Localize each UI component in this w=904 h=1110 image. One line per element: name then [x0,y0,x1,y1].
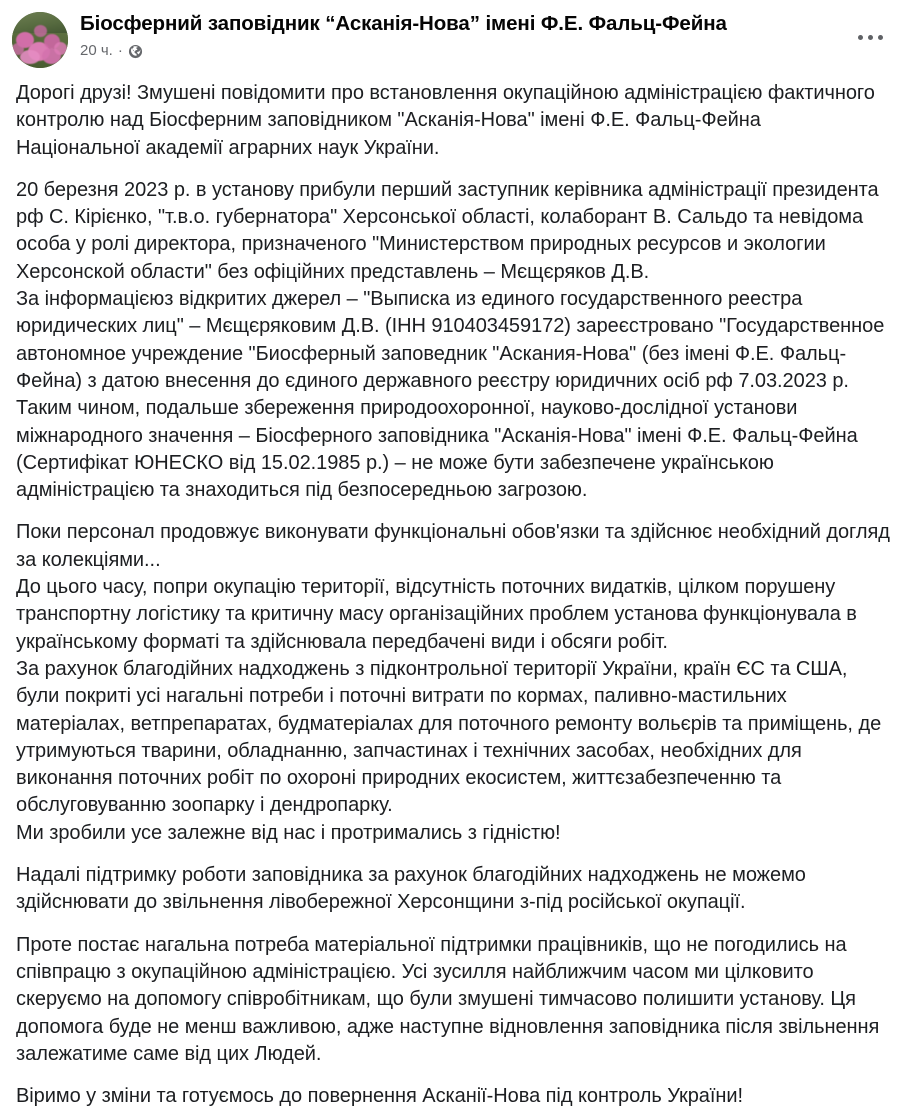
post-header [0,0,904,74]
avatar-blossom [34,25,47,37]
ellipsis-dot [858,35,863,40]
post-paragraph: Віримо у зміни та готуємось до повернення Асканії-Нова під контроль України! [16,1085,743,1108]
avatar-blossom [12,43,24,55]
page-name[interactable]: Біосферний заповідник “Асканія-Нова” імені Ф.Е. Фальц-Фейна [80,12,727,35]
post-paragraph: За інформацієюз відкритих джерел – "Выписка из единого государственного реестра юридических лиц" – Мєщєряковим Д.В. (ІНН 910403459172) зареєстровано "Государственное автономное учреждение "Биосферный заповедник "Аскания-Нова" (без імені Ф.Е. Фальц-Фейна) з датою внесення до єдиного державного реєстру юридичних осіб рф 7.03.2023 р. [16,288,890,392]
post-paragraph: Таким чином, подальше збереження природоохоронної, науково-дослідної установи міжнародного значення – Біосферного заповідника "Асканія-Нова" імені Ф.Е. Фальц-Фейна (Сертифікат ЮНЕСКО від 15.02.1985 р.) – не може бути забезпечене українською адміністрацією та знаходиться під безпосередньою загрозою. [16,397,864,502]
ellipsis-dot [878,35,883,40]
globe-icon[interactable] [128,44,143,59]
post-paragraph: До цього часу, попри окупацію території, відсутність поточних видатків, цілком порушену транспортну логістику та критичну масу організаційних проблем установа функціонувала в українському форматі та здійснювала передбачені види і обсяги робіт. [16,576,863,653]
post-body [0,74,904,1110]
avatar-blossom [54,42,67,55]
ellipsis-dot [868,35,873,40]
post-paragraph: Надалі підтримку роботи заповідника за рахунок благодійних надходжень не можемо здійснювати до звільнення лівобережної Херсонщини з-під російської окупації. [16,864,812,914]
post-paragraph: Проте постає нагальна потреба матеріальної підтримки працівників, що не погодились на співпрацю з окупаційною адміністрацією. Усі зусилля найближчим часом ми цілковито скеруємо на допомогу співробітникам, що були змушені тимчасово полишити установу. Ця допомога буде не менш важливою, адже наступне відновлення заповідника після звільнення залежатиме саме від цих Людей. [16,933,885,1065]
post-timestamp[interactable]: 20 ч. [80,42,113,59]
post-paragraph: Ми зробили усе залежне від нас і протримались з гідністю! [16,821,561,844]
post-options-button[interactable] [852,26,888,48]
post-header-text [80,10,888,60]
post-paragraph: 20 березня 2023 р. в установу прибули перший заступник керівника адміністрації президента рф С. Кірієнко, "т.в.о. губернатора" Херсонської області, колаборант В. Сальдо та невідома особа у ролі директора, призначеного "Министерством природных ресурсов и экологии Херсонской области" без офіційних представлень – Мєщєряков Д.В. [16,178,885,283]
post-paragraph: За рахунок благодійних надходжень з підконтрольної території України, країн ЄС та США, були покриті усі нагальні потреби і поточні витрати по кормах, паливно-мастильних матеріалах, ветпрепаратах, будматеріалах для поточного ремонту вольєрів та приміщень, де утримуються тварини, обладнанню, запчастинах і технічних засобах, необхідних для виконання поточних робіт по охороні природних екосистем, життєзабезпеченню та обслуговуванню зоопарку і дендропарку. [16,657,887,817]
post-meta [80,42,888,60]
post-paragraph: Дорогі друзі! Змушені повідомити про встановлення окупаційною адміністрацією фактичного контролю над Біосферним заповідником "Асканія-Нова" імені Ф.Е. Фальц-Фейна Національної академії аграрних наук України. [16,82,881,159]
meta-separator: · [117,42,123,59]
avatar[interactable] [12,12,68,68]
post-paragraph: Поки персонал продовжує виконувати функціональні обов'язки та здійснює необхідний догляд за колекціями... [16,521,896,571]
